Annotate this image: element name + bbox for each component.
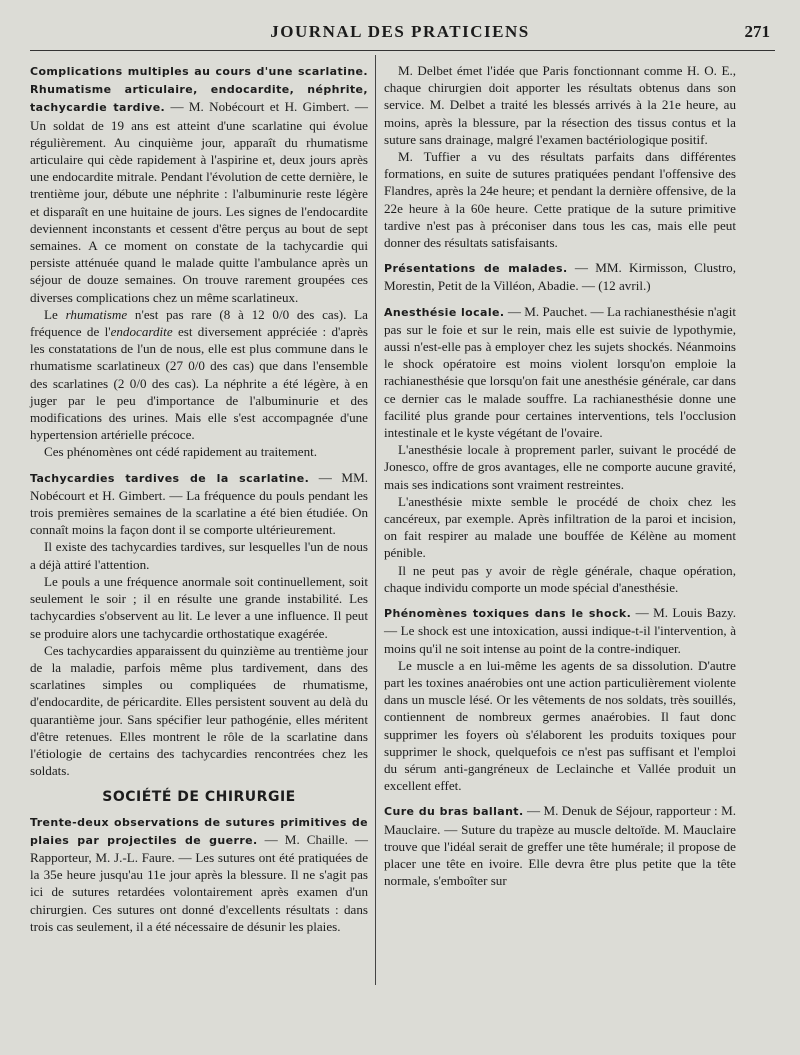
article-complications: [30, 62, 368, 306]
text-run: n'est pas rare (8 à 12 0/0 des cas). La fréquence de l': [30, 306, 368, 340]
article-authors: — MM. Nobécourt et H. Gimbert. —: [30, 469, 368, 503]
article-text: Le shock est une intoxication, aussi indique-t-il l'intervention, à moins qu'il ne soit intense au point de la contre-indiquer.: [384, 623, 737, 656]
paragraph: M. Delbet émet l'idée que Paris fonctionnant comme H. O. E., chaque chirurgien doit apporter les résultats obtenus dans son service. M. Delbet a traité les blessés arrivés à la 21e heure, au moins, après la blessure, par la résection des tissus contus et la suture sans drainage, malgré l'examen bactériologique positif.: [384, 63, 736, 147]
paragraph: Ces phénomènes ont cédé rapidement au traitement.: [44, 444, 318, 460]
article-heading: Anesthésie locale.: [384, 305, 505, 319]
article-bras-ballant: [384, 802, 736, 889]
article-text: Les sutures ont été pratiquées de la 35e heure jusqu'au 11e jour après la blessure. Il ne s'agit pas ici de sutures retardées volontairement après examen d'un chirurgien. Ces sutures ont donné d'excellents résultats : dans trois cas seulement, il a été nécessaire de désunir les plaies.: [30, 849, 369, 934]
italic-term: rhumatisme: [65, 306, 128, 322]
right-column: [384, 62, 736, 889]
article-heading: Présentations de malades.: [384, 262, 568, 276]
article-anesthesie: [384, 303, 736, 442]
article-tachycardies: [30, 469, 368, 539]
article-heading: Cure du bras ballant.: [384, 805, 524, 819]
article-sutures: [30, 813, 368, 935]
paragraph: M. Tuffier a vu des résultats parfaits dans différentes formations, en suite de sutures pratiquées pendant l'offensive des Flandres, après la 24e heure; et pendant la dernière offensive, de la 22e heure à la 60e heure. Cette pratique de la suture primitive tardive n'est pas à préconiser dans tous les cas, mais elle peut donner des résultats satisfaisants.: [384, 149, 736, 251]
paragraph: Le muscle a en lui-même les agents de sa dissolution. D'autre part les toxines anaérobies ont une action particulièrement violente dans un muscle lésé. Or les vêtements de nos soldats, très souillés, contiennent de nombreux germes anaérobies. Il faut donc supprimer les foyers où s'élaborent les produits toxiques pour supprimer le shock, quelquefois ce n'est pas suffisant et l'emploi du sérum anti-gangréneux de Leclainche et Vallée produit un excellent effet.: [384, 657, 736, 794]
article-authors: — M. Chaille. — Rapporteur, M. J.-L. Faure. —: [30, 831, 368, 865]
left-column: [30, 62, 368, 935]
journal-title: JOURNAL DES PRATICIENS: [270, 22, 530, 41]
paragraph: L'anesthésie locale à proprement parler, suivant le procédé de Jonesco, offre de gros avantages, elle ne comporte aucune gravité, mais ses indications sont vraiment restreintes.: [384, 442, 736, 492]
article-heading: Complications multiples au cours d'une scarlatine. Rhumatisme articulaire, endocardite, néphrite, tachycardie tardive.: [30, 65, 368, 115]
article-text: La rachianesthésie n'agit pas sur le foie et sur le rein, mais elle est suivie de lypothymie, aussi n'est-elle pas à employer chez les sujets shockés. Néanmoins le shock opératoire est moins violent lorsqu'on emploie la rachianesthésie que lorsqu'on fait une anesthésie générale, car dans ce dernier cas le malade souffre. La rachianesthésie donne une facilité plus grande pour certaines interventions, tels l'occlusion intestinale et le kyste végétant de l'ovaire.: [384, 303, 737, 441]
text-run: Le: [44, 306, 66, 322]
article-heading: Tachycardies tardives de la scarlatine.: [30, 471, 310, 485]
text-run: est diversement appréciée : d'après les constatations de l'un de nous, elle est plus commune dans le rhumatisme scarlatineux (27 0/0 des cas) que dans l'ensemble des scarlatines (2 0/0 des cas). La néphrite a été légère, à en juger par le peu d'importance de l'albuminurie et des modifications des urines. Mais elle s'est accompagnée d'une hypertension artérielle précoce.: [30, 324, 368, 443]
article-text: Un soldat de 19 ans est atteint d'une scarlatine qui évolue régulièrement. Au cinquième jour, apparaît du rhumatisme articulaire qui cède rapidement à l'aspirine et, deux jours après une endocardite mitrale. Pendant l'évolution de cette dernière, le trentième jour, débute une néphrite : l'albuminurie reste légère et disparaît en une huitaine de jours. Les signes de l'endocardite deviennent inconstants et cessent d'être perçus au bout de sept semaines. A ce moment on constate de la tachycardie qui persiste atténuée quand le malade quitte l'ambulance après un séjour de douze semaines. On trouve rarement groupées ces diverses complications chez un même scarlatineux.: [30, 117, 368, 305]
article-text: La fréquence du pouls pendant les trois premières semaines de la scarlatine a été bien étudiée. On connaît moins la façon dont il se comporte ultérieurement.: [30, 487, 368, 538]
column-divider: [375, 55, 376, 985]
article-heading: Trente-deux observations de sutures primitives de plaies par projectiles de guerre.: [30, 815, 368, 847]
paragraph: Il ne peut pas y avoir de règle générale, chaque opération, chaque individu comporte un mode spécial d'anesthésie.: [384, 562, 736, 595]
article-text: — MM. Kirmisson, Clustro, Morestin, Petit de la Villéon, Abadie. — (12 avril.): [384, 260, 736, 294]
running-header: [30, 22, 770, 50]
paragraph: L'anesthésie mixte semble le procédé de choix chez les cancéreux, par exemple. Après infiltration de la paroi et incision, on fait respirer au malade une bouffée de Kélène au moment pénible.: [384, 493, 736, 561]
page-number: 271: [744, 22, 770, 41]
header-rule: [30, 50, 775, 51]
article-authors: — M. Denuk de Séjour, rapporteur : M. Mauclaire. —: [384, 803, 736, 837]
article-authors: — M. Louis Bazy. —: [384, 605, 736, 639]
paragraph: Ces tachycardies apparaissent du quinzième au trentième jour de la maladie, parfois même plus tardivement, dans des scarlatines simples ou compliquées de rhumatisme, d'endocardite, de péricardite. Elles persistent souvent au delà du quarantième jour. Sans spécifier leur pathogénie, elles méritent d'être retenues. Elles montrent le rôle de la scarlatine dans l'étiologie de certains des tachycardies rencontrées chez les soldats.: [30, 642, 368, 779]
paragraph: [30, 306, 368, 444]
italic-term: endocardite: [110, 324, 173, 340]
article-heading: Phénomènes toxiques dans le shock.: [384, 607, 632, 621]
article-presentations: [384, 259, 736, 294]
article-authors: — M. Pauchet. —: [507, 303, 604, 319]
paragraph: Le pouls a une fréquence anormale soit continuellement, soit seulement le soir ; il en résulte une grande instabilité. Les tachycardies s'observent au lit. Le lever a une influence. Il peut se produire alors une tachycardie orthostatique exagérée.: [30, 573, 368, 641]
article-text: Suture du trapèze au muscle deltoïde. M. Mauclaire trouve que l'idéal serait de greffer une tête humérale; il propose de placer une tête en ivoire. Elle devra être plus petite que la tête normale, s'emboîter sur: [384, 821, 736, 889]
section-title: SOCIÉTÉ DE CHIRURGIE: [102, 789, 296, 806]
article-shock: [384, 604, 736, 657]
article-authors: — M. Nobécourt et H. Gimbert. —: [170, 99, 368, 115]
paragraph: Il existe des tachycardies tardives, sur lesquelles l'un de nous a déjà attiré l'attention.: [30, 539, 368, 572]
